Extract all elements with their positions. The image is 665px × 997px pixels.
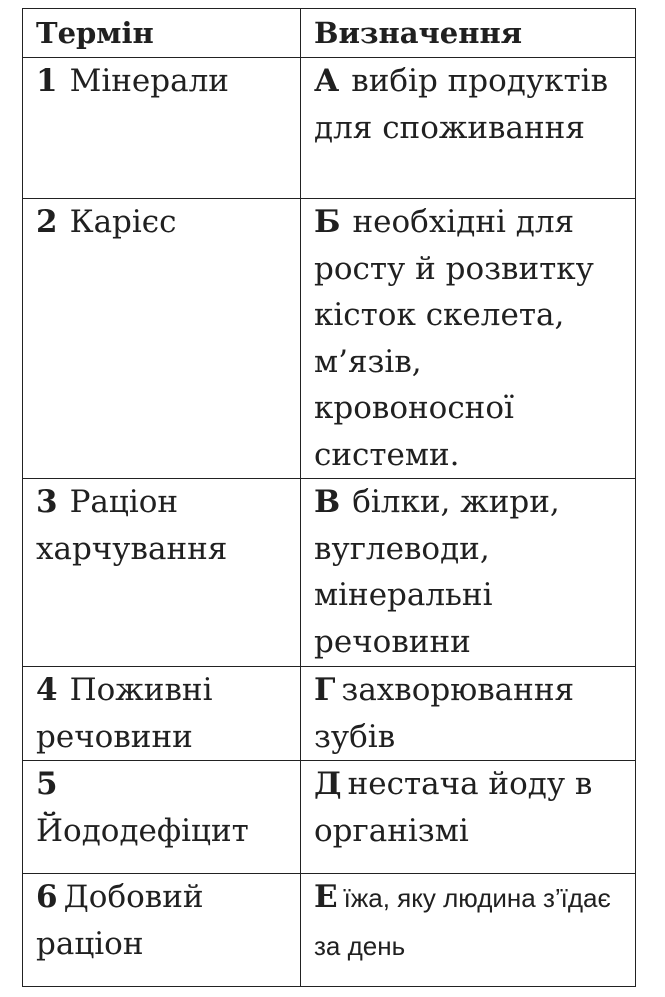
term-number: 1 xyxy=(36,63,58,99)
table-header-row xyxy=(23,9,636,58)
term-cell xyxy=(23,761,301,874)
terms-definitions-table xyxy=(22,8,636,987)
definition-text: вибір продуктів для споживання xyxy=(314,63,609,146)
definition-cell xyxy=(301,199,636,479)
table-row xyxy=(23,874,636,987)
definition-letter: А xyxy=(314,63,340,99)
definition-letter: В xyxy=(314,484,341,520)
term-cell xyxy=(23,199,301,479)
definition-letter: Д xyxy=(314,766,342,802)
definition-text: їжа, яку людина з’їдає за день xyxy=(314,883,611,961)
term-cell xyxy=(23,667,301,761)
term-text: Карієс xyxy=(69,204,177,240)
term-text: Добовий раціон xyxy=(36,879,204,962)
definition-text: нестача йоду в організмі xyxy=(314,766,593,849)
term-number: 6 xyxy=(36,879,58,915)
term-text: Йододефіцит xyxy=(36,812,249,849)
term-cell xyxy=(23,58,301,199)
table-row xyxy=(23,58,636,199)
term-number: 4 xyxy=(36,672,58,708)
term-cell xyxy=(23,874,301,987)
definition-cell xyxy=(301,58,636,199)
term-cell xyxy=(23,479,301,667)
definition-cell xyxy=(301,667,636,761)
table-row xyxy=(23,199,636,479)
table-row xyxy=(23,667,636,761)
definition-letter: Б xyxy=(314,204,341,240)
definition-text: необхідні для росту й розвитку кісток скелета, м’язів, кровоносної системи. xyxy=(314,204,594,473)
header-term: Термін xyxy=(23,9,301,58)
header-definition: Визначення xyxy=(301,9,636,58)
term-text: Мінерали xyxy=(69,63,229,99)
definition-cell xyxy=(301,761,636,874)
term-number: 2 xyxy=(36,204,58,240)
term-text: Поживні речовини xyxy=(36,672,213,755)
definition-text: білки, жири, вуглеводи, мінеральні речовини xyxy=(314,484,560,660)
term-number: 5 xyxy=(36,766,58,802)
table-row xyxy=(23,479,636,667)
definition-text: захворювання зубів xyxy=(314,672,575,755)
term-text: Раціон харчування xyxy=(36,484,228,567)
term-number: 3 xyxy=(36,484,58,520)
definition-letter: Е xyxy=(314,879,338,915)
definition-cell xyxy=(301,479,636,667)
definition-letter: Г xyxy=(314,672,336,708)
table-row xyxy=(23,761,636,874)
definition-cell xyxy=(301,874,636,987)
